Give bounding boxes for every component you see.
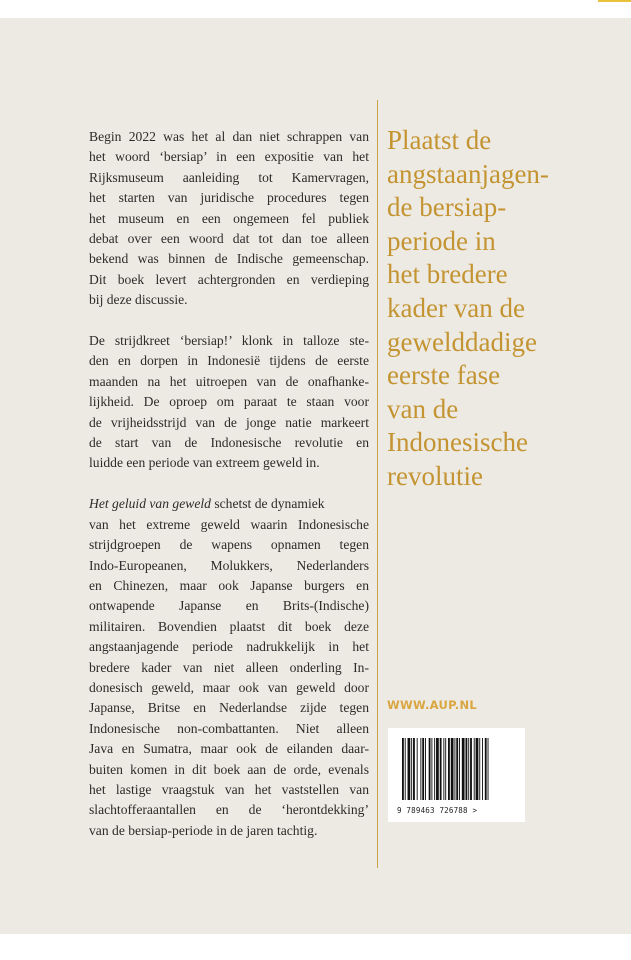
text-line: Indonesische non-combattanten. Niet alleen — [89, 720, 369, 736]
text-line: het woord ‘bersiap’ in een expositie van het — [89, 149, 369, 165]
barcode-bar — [488, 738, 489, 800]
barcode-bar — [417, 738, 418, 800]
barcode-bar — [454, 738, 455, 800]
text-line: Dit boek levert achtergronden en verdieping — [89, 271, 369, 287]
text-line: de vrijheidsstrijd van de jonge natie markeert — [89, 414, 369, 430]
barcode-bar — [425, 738, 426, 800]
text-fragment: schetst de dynamiek — [210, 496, 325, 512]
barcode-bar — [429, 738, 431, 800]
text-line: bij deze discussie. — [89, 292, 188, 308]
text-line: het museum en een ongemeen fel publiek — [89, 210, 369, 226]
text-line: den en dorpen in Indonesië tijdens de eerste — [89, 353, 369, 369]
barcode-bar — [431, 738, 432, 800]
text-line: ontwapende Japanse en Brits-(Indische) — [89, 598, 369, 614]
barcode-bar — [485, 738, 487, 800]
barcode-bar — [474, 738, 475, 800]
barcode-bar — [476, 738, 479, 800]
text-line: luidde een periode van extreem geweld in. — [89, 455, 320, 471]
text-line: donesisch geweld, maar ook van geweld door — [89, 679, 369, 695]
text-line — [89, 494, 369, 514]
blurb-paragraph-2 — [89, 331, 369, 474]
barcode-bar — [479, 738, 480, 800]
blurb-column — [89, 127, 369, 862]
text-line: Begin 2022 was het al dan niet schrappen van — [89, 129, 369, 144]
barcode-bar — [411, 738, 412, 800]
isbn-number: 9 789463 726788 > — [397, 806, 478, 815]
barcode-bar — [436, 738, 439, 800]
text-line: Japanse, Britse en Nederlandse zijde tegen — [89, 700, 369, 716]
quote-line: Plaatst de — [387, 125, 492, 155]
text-line: De strijdkreet ‘bersiap!’ klonk in talloze ste- — [89, 333, 369, 349]
text-line: maanden na het uitroepen van de onafhanke- — [89, 373, 369, 389]
text-line: bekend was binnen de Indische gemeenschap. — [89, 251, 369, 267]
text-line: van de bersiap-periode in de jaren tachtig. — [89, 822, 318, 838]
text-line: angstaanjagende periode nadrukkelijk in het — [89, 639, 369, 655]
quote-line: periode in — [387, 225, 496, 256]
quote-line: de bersiap- — [387, 192, 507, 223]
blurb-paragraph-1 — [89, 127, 369, 311]
barcode-bar — [451, 738, 454, 800]
barcode-bar — [456, 738, 458, 800]
barcode-bar — [420, 738, 421, 800]
top-white-strip — [0, 0, 631, 18]
book-title-italic: Het geluid van geweld — [89, 496, 211, 512]
blurb-paragraph-3 — [89, 494, 369, 841]
quote-line: het bredere — [387, 259, 508, 290]
text-line: debat over een woord dat tot dan toe alleen — [89, 231, 369, 247]
text-line: lijkheid. De oproep om paraat te staan voor — [89, 394, 369, 410]
text-line: strijdgroepen de wapens opnamen tegen — [89, 537, 369, 553]
barcode-bar — [470, 738, 472, 800]
barcode-bar — [462, 738, 465, 800]
text-line: slachtofferaantallen en de ‘herontdekking’ — [89, 802, 369, 818]
barcode-bar — [468, 738, 469, 800]
text-line: en Chinezen, maar ook Japanse burgers en — [89, 577, 369, 593]
quote-line: revolutie — [387, 460, 483, 491]
text-line: Java en Sumatra, maar ook de eilanden daar- — [89, 741, 369, 757]
text-line: het lastige vraagstuk van het vaststellen van — [89, 781, 369, 797]
barcode-bar — [413, 738, 415, 800]
barcode-bar — [422, 738, 424, 800]
barcode-bar — [440, 738, 442, 800]
pull-quote — [387, 124, 631, 494]
barcode-bar — [445, 738, 446, 800]
barcode-bar — [459, 738, 460, 800]
barcode-bar — [405, 738, 406, 800]
quote-line: gewelddadige — [387, 326, 537, 357]
top-accent-line — [598, 0, 631, 2]
vertical-divider — [377, 100, 378, 868]
text-line: militairen. Bovendien plaatst dit boek deze — [89, 618, 369, 634]
text-line: de start van de Indonesische revolutie en — [89, 435, 369, 451]
quote-line: angstaanjagen- — [387, 158, 549, 189]
quote-line: van de — [387, 393, 459, 424]
barcode-bar — [482, 738, 483, 800]
quote-line: Indonesische — [387, 427, 528, 458]
barcode-bar — [443, 738, 444, 800]
publisher-website: WWW.AUP.NL — [387, 698, 478, 712]
text-line: bredere kader van niet alleen onderling In- — [89, 659, 369, 675]
text-line: van het extreme geweld waarin Indonesische — [89, 516, 369, 532]
barcode-bar — [408, 738, 411, 800]
text-line: Indo-Europeanen, Molukkers, Nederlanders — [89, 557, 369, 573]
text-line: Rijksmuseum aanleiding tot Kamervragen, — [89, 169, 369, 185]
text-line: het starten van juridische procedures tegen — [89, 190, 369, 206]
barcode-bar — [434, 738, 435, 800]
text-line: buiten komen in dit boek aan de orde, evenals — [89, 761, 369, 777]
quote-line: eerste fase — [387, 360, 501, 391]
barcode-bar — [402, 738, 404, 800]
quote-line: kader van de — [387, 292, 525, 323]
barcode-bar — [448, 738, 450, 800]
barcode-icon — [402, 738, 514, 800]
barcode-bar — [465, 738, 467, 800]
